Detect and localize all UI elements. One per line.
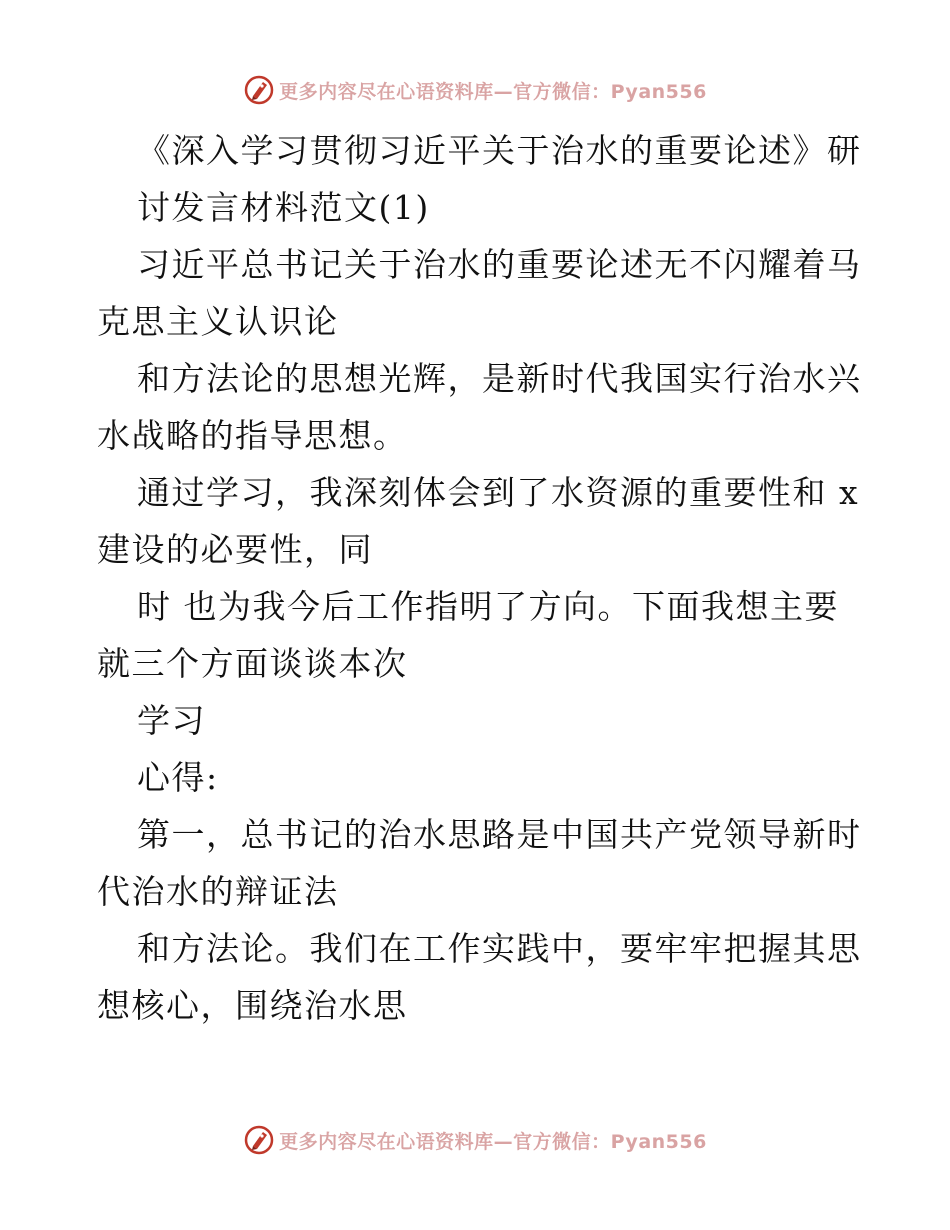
text-line: 建设的必要性，同 [97,530,373,569]
text-line: 和方法论的思想光辉，是新时代我国实行治水兴 [137,359,862,398]
text-line: 通过学习，我深刻体会到了水资源的重要性和 x [137,473,860,512]
text-line: 想核心，围绕治水思 [97,986,408,1025]
document-body [97,122,862,1034]
watermark-text: 更多内容尽在心语资料库—官方微信：Pyan556 [279,1130,707,1153]
text-line: 学习 [137,701,206,740]
text-line: 第一，总书记的治水思路是中国共产党领导新时 [137,815,862,854]
text-line: 讨发言材料范文(1) [137,188,430,227]
text-line: 水战略的指导思想。 [97,416,408,455]
text-line: 和方法论。我们在工作实践中，要牢牢把握其思 [137,929,862,968]
pen-nib-logo-icon [243,1124,275,1156]
text-line: 时 也为我今后工作指明了方向。下面我想主要 [137,587,839,626]
footer-watermark [0,1120,950,1160]
text-line: 代治水的辩证法 [97,872,339,911]
text-line: 就三个方面谈谈本次 [97,644,408,683]
text-line: 克思主义认识论 [97,302,339,341]
watermark-text: 更多内容尽在心语资料库—官方微信：Pyan556 [279,80,707,103]
text-line: 心得: [137,758,219,797]
text-line: 习近平总书记关于治水的重要论述无不闪耀着马 [137,245,862,284]
header-watermark [0,70,950,110]
text-line: 《深入学习贯彻习近平关于治水的重要论述》研 [137,131,862,170]
pen-nib-logo-icon [243,74,275,106]
